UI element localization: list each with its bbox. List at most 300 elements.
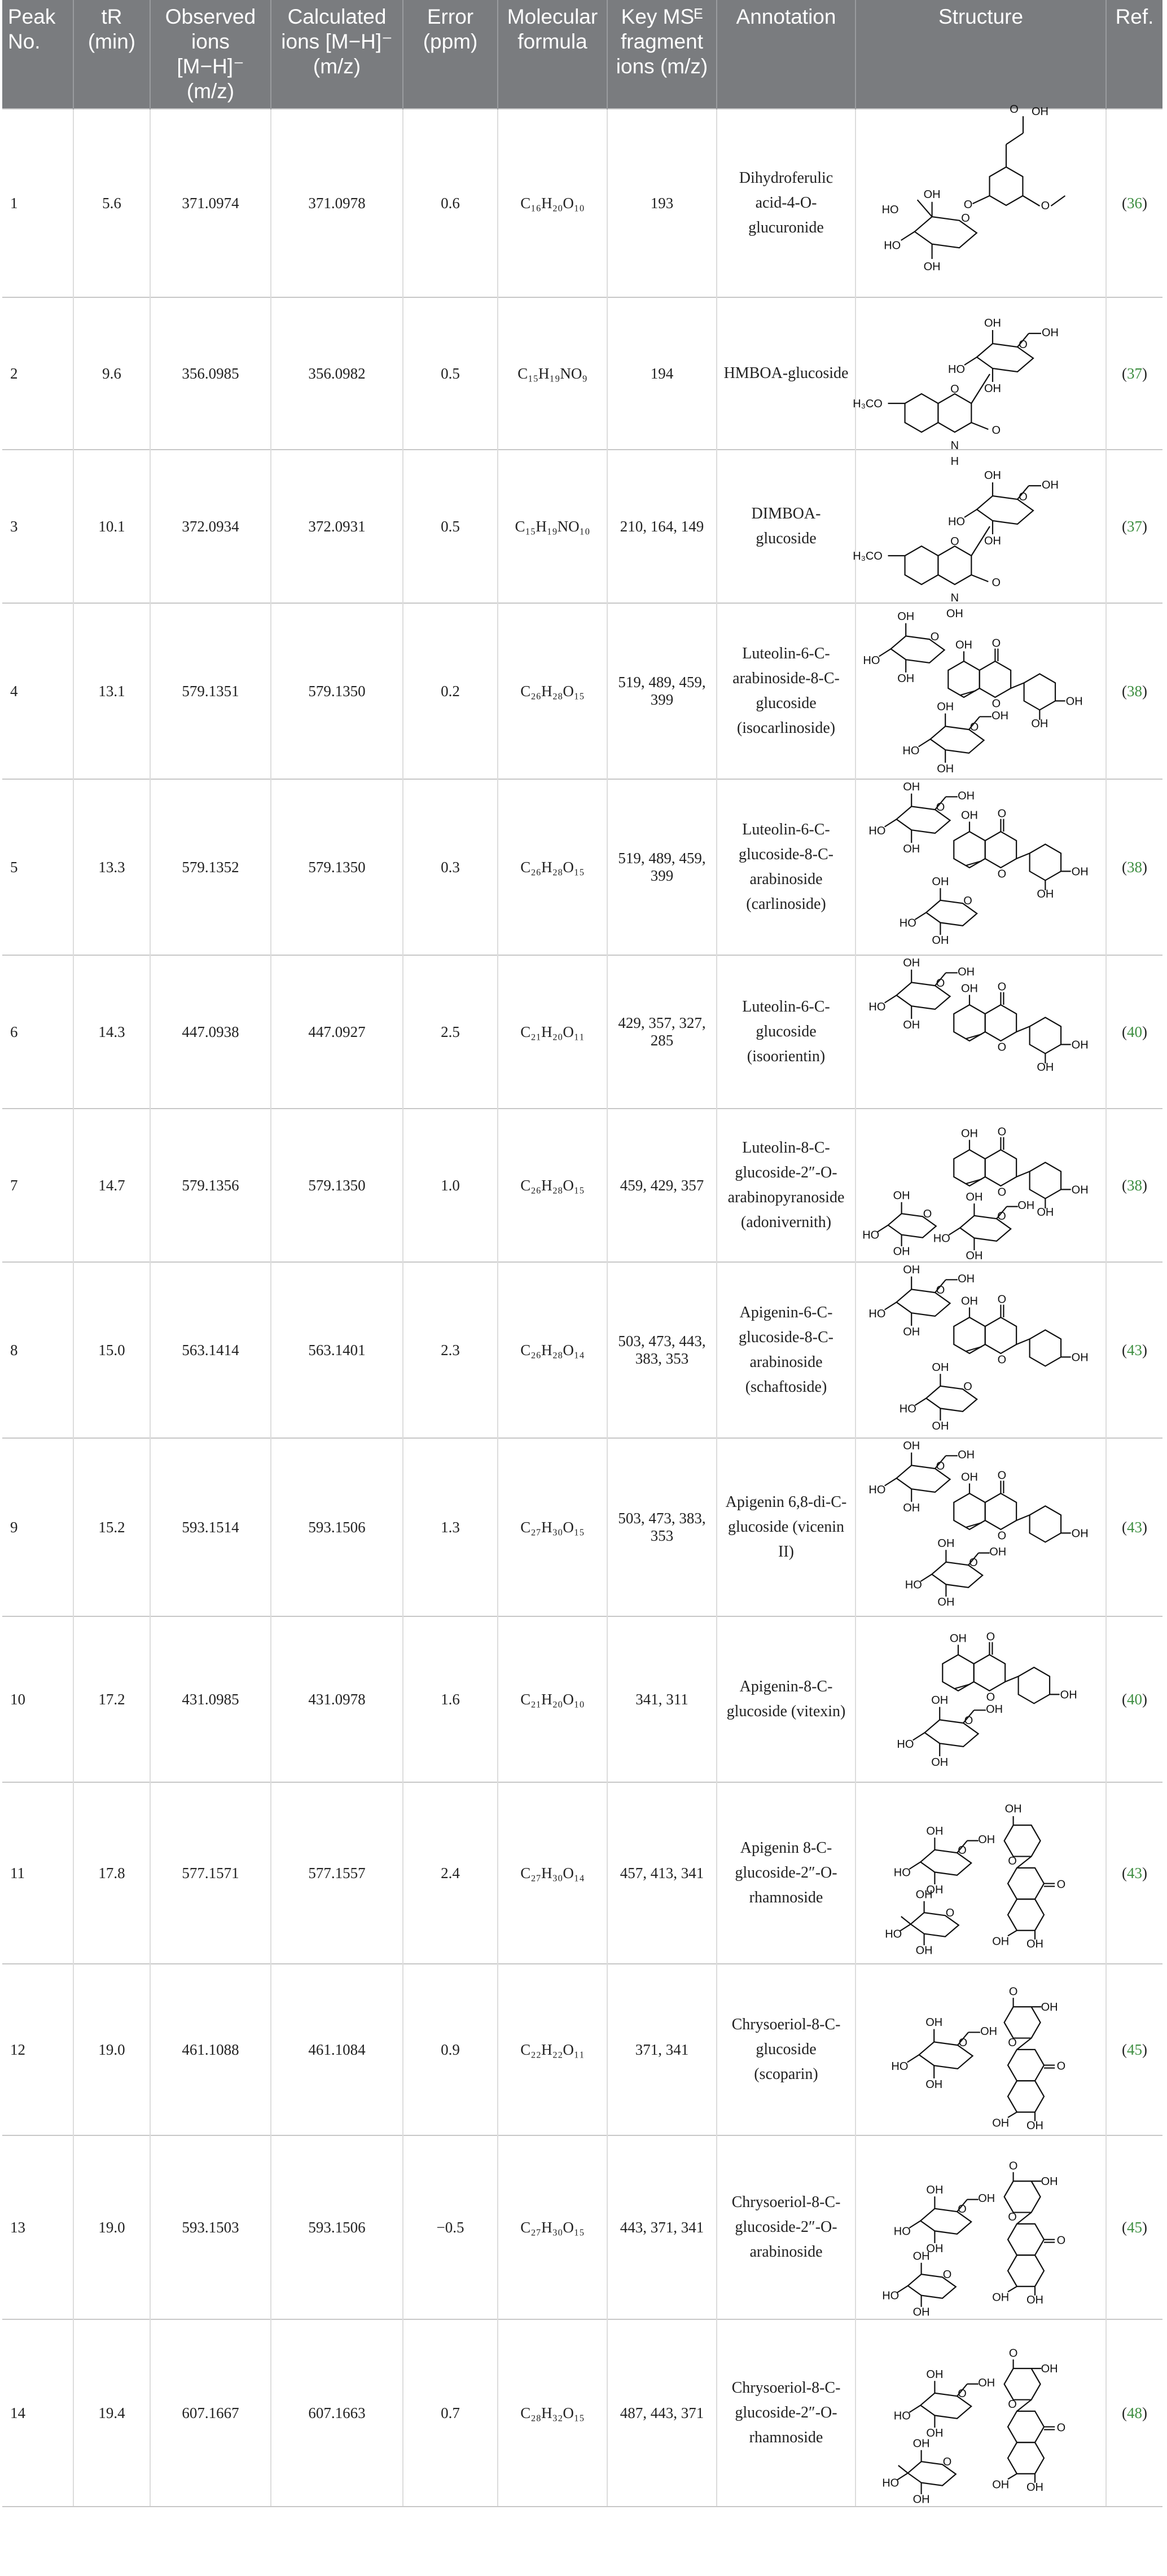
cell-error-ppm: 2.4 xyxy=(403,1782,498,1964)
cell-structure xyxy=(855,1262,1106,1438)
cell-fragments: 519, 489, 459, 399 xyxy=(607,779,717,955)
svg-text:O: O xyxy=(991,697,1001,710)
svg-text:OH: OH xyxy=(937,1596,955,1609)
svg-text:OH: OH xyxy=(1071,865,1089,878)
svg-text:OH: OH xyxy=(984,535,1001,547)
table-row xyxy=(2,779,1162,955)
cell-structure xyxy=(853,297,1106,468)
header-observed: Observed ions [M−H]⁻ (m/z) xyxy=(150,0,271,109)
svg-text:OH: OH xyxy=(992,2478,1010,2491)
svg-text:OH: OH xyxy=(961,809,978,822)
cell-observed-mz: 356.0985 xyxy=(150,297,271,450)
svg-text:O: O xyxy=(930,631,940,643)
cell-error-ppm: 0.9 xyxy=(403,1964,498,2135)
header-row xyxy=(2,0,1162,109)
svg-text:OH: OH xyxy=(955,639,972,652)
svg-text:OH: OH xyxy=(893,1189,910,1202)
svg-text:O: O xyxy=(997,807,1007,820)
table-row xyxy=(2,1782,1162,1964)
cell-observed-mz: 577.1571 xyxy=(150,1782,271,1964)
cell-structure xyxy=(855,955,1106,1109)
cell-peak: 1 xyxy=(2,109,73,297)
cell-error-ppm: 1.0 xyxy=(403,1109,498,1262)
svg-text:H₃CO: H₃CO xyxy=(853,550,883,562)
cell-formula: C₂₇H₃₀O₁₄ xyxy=(498,1782,607,1964)
svg-text:OH: OH xyxy=(1004,1803,1022,1815)
svg-text:OH: OH xyxy=(926,2183,944,2196)
reference-link[interactable]: 38 xyxy=(1127,1176,1142,1194)
svg-text:HO: HO xyxy=(881,204,899,217)
cell-peak: 11 xyxy=(2,1782,73,1964)
structure-drawing xyxy=(856,2322,1105,2504)
reference-link[interactable]: 37 xyxy=(1127,364,1142,382)
cell-fragments: 341, 311 xyxy=(607,1616,717,1782)
svg-text:OH: OH xyxy=(958,1272,975,1285)
cell-formula: C₂₂H₂₂O₁₁ xyxy=(498,1964,607,2135)
svg-text:OH: OH xyxy=(978,1833,995,1846)
svg-text:OH: OH xyxy=(992,2117,1010,2130)
svg-text:OH: OH xyxy=(1060,1689,1077,1702)
cell-peak: 3 xyxy=(2,450,73,603)
structure-drawing xyxy=(856,1785,1105,1961)
header-fragments: Key MSᴱ fragment ions (m/z) xyxy=(607,0,717,109)
svg-text:O: O xyxy=(942,2269,952,2281)
cell-annotation: Luteolin-6-C-glucoside (isoorientin) xyxy=(717,955,855,1109)
table-row xyxy=(2,2319,1162,2507)
molecule-structure-icon xyxy=(862,782,1099,952)
svg-text:O: O xyxy=(969,721,979,733)
cell-fragments: 371, 341 xyxy=(607,1964,717,2135)
cell-calculated-mz: 577.1557 xyxy=(271,1782,403,1964)
table-row xyxy=(2,603,1162,779)
cell-formula: C₁₆H₂₀O₁₀ xyxy=(498,109,607,297)
cell-peak: 10 xyxy=(2,1616,73,1782)
molecule-structure-icon xyxy=(853,452,1099,620)
svg-text:OH: OH xyxy=(978,2376,995,2389)
cell-observed-mz: 579.1356 xyxy=(150,1109,271,1262)
cell-structure xyxy=(855,1109,1106,1262)
svg-text:O: O xyxy=(997,868,1007,881)
svg-text:OH: OH xyxy=(925,2016,943,2029)
svg-text:OH: OH xyxy=(961,982,978,995)
cell-structure xyxy=(855,1964,1106,2135)
cell-structure xyxy=(855,1616,1106,1782)
svg-text:HO: HO xyxy=(882,2289,900,2302)
table-row xyxy=(2,1616,1162,1782)
cell-calculated-mz: 593.1506 xyxy=(271,1438,403,1616)
svg-text:O: O xyxy=(986,1691,995,1704)
svg-text:N: N xyxy=(950,439,959,452)
svg-text:O: O xyxy=(1056,1878,1066,1891)
cell-error-ppm: 0.5 xyxy=(403,450,498,603)
cell-annotation: Apigenin-6-C-glucoside-8-C-arabinoside (schaftoside) xyxy=(717,1262,855,1438)
cell-error-ppm: −0.5 xyxy=(403,2135,498,2319)
cell-fragments: 487, 443, 371 xyxy=(607,2319,717,2507)
header-annotation: Annotation xyxy=(717,0,855,109)
svg-text:O: O xyxy=(942,2456,952,2468)
cell-calculated-mz: 431.0978 xyxy=(271,1616,403,1782)
svg-text:HO: HO xyxy=(893,2410,911,2423)
svg-text:HO: HO xyxy=(863,654,880,667)
svg-text:OH: OH xyxy=(1026,2120,1043,2133)
svg-text:OH: OH xyxy=(926,2243,944,2256)
cell-structure xyxy=(855,2135,1106,2319)
svg-text:OH: OH xyxy=(931,1694,949,1707)
cell-observed-mz: 579.1351 xyxy=(150,603,271,779)
svg-text:O: O xyxy=(997,1210,1006,1223)
structure-drawing xyxy=(856,606,1105,776)
svg-text:O: O xyxy=(1008,2347,1018,2360)
cell-reference[interactable]: (38) xyxy=(1106,1109,1162,1262)
reference-link[interactable]: 45 xyxy=(1127,2041,1142,2058)
cell-observed-mz: 593.1503 xyxy=(150,2135,271,2319)
molecule-structure-icon xyxy=(862,1265,1099,1435)
svg-text:O: O xyxy=(950,383,959,395)
svg-text:O: O xyxy=(1056,2234,1066,2247)
svg-text:HO: HO xyxy=(899,917,916,930)
cell-formula: C₁₅H₁₉NO₁₀ xyxy=(498,450,607,603)
svg-text:N: N xyxy=(950,592,959,604)
cell-fragments: 503, 473, 443, 383, 353 xyxy=(607,1262,717,1438)
structure-drawing xyxy=(856,958,1105,1106)
cell-formula: C₁₅H₁₉NO₉ xyxy=(498,297,607,450)
svg-text:OH: OH xyxy=(926,1825,944,1838)
svg-text:OH: OH xyxy=(1037,1206,1054,1219)
cell-retention-time: 14.7 xyxy=(73,1109,150,1262)
svg-text:OH: OH xyxy=(1042,478,1059,491)
svg-text:O: O xyxy=(1008,2210,1017,2223)
svg-text:HO: HO xyxy=(891,2060,909,2073)
molecule-structure-icon xyxy=(862,958,1099,1106)
svg-text:HO: HO xyxy=(885,1928,902,1941)
svg-text:O: O xyxy=(945,1907,955,1919)
svg-text:HO: HO xyxy=(868,1483,886,1496)
svg-text:OH: OH xyxy=(989,1545,1007,1558)
cell-calculated-mz: 593.1506 xyxy=(271,2135,403,2319)
cell-observed-mz: 371.0974 xyxy=(150,109,271,297)
cell-peak: 5 xyxy=(2,779,73,955)
cell-reference[interactable]: (43) xyxy=(1106,1438,1162,1616)
structure-drawing xyxy=(856,103,1105,294)
cell-fragments: 519, 489, 459, 399 xyxy=(607,603,717,779)
header-formula: Molecular formula xyxy=(498,0,607,109)
cell-observed-mz: 563.1414 xyxy=(150,1262,271,1438)
svg-text:O: O xyxy=(936,1460,945,1472)
cell-calculated-mz: 371.0978 xyxy=(271,109,403,297)
svg-text:O: O xyxy=(997,1469,1007,1482)
svg-text:HO: HO xyxy=(948,516,965,528)
header-error: Error (ppm) xyxy=(403,0,498,109)
svg-text:O: O xyxy=(969,1557,978,1569)
svg-text:OH: OH xyxy=(1042,326,1059,339)
cell-peak: 7 xyxy=(2,1109,73,1262)
reference-link[interactable]: 40 xyxy=(1127,1023,1142,1040)
svg-text:O: O xyxy=(997,1529,1007,1542)
cell-structure xyxy=(855,779,1106,955)
cell-reference[interactable]: (37) xyxy=(1106,297,1162,450)
cell-peak: 9 xyxy=(2,1438,73,1616)
header-calculated: Calculated ions [M−H]⁻ (m/z) xyxy=(271,0,403,109)
svg-text:O: O xyxy=(997,1126,1007,1138)
svg-text:O: O xyxy=(963,895,972,907)
svg-text:OH: OH xyxy=(980,2025,998,2038)
svg-text:O: O xyxy=(997,1353,1007,1366)
header-structure: Structure xyxy=(855,0,1106,109)
svg-text:OH: OH xyxy=(961,1471,978,1484)
structure-drawing xyxy=(856,782,1105,952)
svg-text:OH: OH xyxy=(984,383,1001,395)
svg-text:OH: OH xyxy=(986,1703,1003,1716)
table-row xyxy=(2,109,1162,297)
svg-text:O: O xyxy=(1008,2398,1017,2411)
cell-calculated-mz: 579.1350 xyxy=(271,603,403,779)
cell-peak: 4 xyxy=(2,603,73,779)
structure-drawing xyxy=(856,1619,1105,1779)
cell-error-ppm: 0.5 xyxy=(403,297,498,450)
svg-text:OH: OH xyxy=(903,956,920,969)
cell-observed-mz: 579.1352 xyxy=(150,779,271,955)
svg-text:HO: HO xyxy=(897,1738,914,1751)
svg-text:OH: OH xyxy=(932,1420,949,1433)
cell-fragments: 210, 164, 149 xyxy=(607,450,717,603)
svg-text:OH: OH xyxy=(926,1884,944,1897)
molecule-structure-icon xyxy=(862,1441,1099,1614)
svg-text:OH: OH xyxy=(926,2427,944,2440)
svg-text:O: O xyxy=(963,199,973,211)
svg-text:O: O xyxy=(1041,200,1050,212)
cell-reference[interactable]: (48) xyxy=(1106,2319,1162,2507)
header-ref: Ref. xyxy=(1106,0,1162,109)
cell-formula: C₂₆H₂₈O₁₄ xyxy=(498,1262,607,1438)
cell-fragments: 429, 357, 327, 285 xyxy=(607,955,717,1109)
reference-link[interactable]: 43 xyxy=(1127,1518,1142,1536)
svg-text:HO: HO xyxy=(882,2477,900,2490)
cell-observed-mz: 431.0985 xyxy=(150,1616,271,1782)
cell-annotation: Luteolin-8-C-glucoside-2″-O-arabinopyranoside (adonivernith) xyxy=(717,1109,855,1262)
cell-observed-mz: 461.1088 xyxy=(150,1964,271,2135)
svg-text:O: O xyxy=(1010,103,1019,116)
cell-error-ppm: 1.6 xyxy=(403,1616,498,1782)
svg-text:O: O xyxy=(936,977,945,990)
cell-formula: C₂₇H₃₀O₁₅ xyxy=(498,2135,607,2319)
svg-text:OH: OH xyxy=(1071,1039,1089,1052)
reference-link[interactable]: 36 xyxy=(1127,194,1142,212)
svg-text:OH: OH xyxy=(903,1439,920,1452)
svg-text:O: O xyxy=(997,981,1007,994)
svg-text:OH: OH xyxy=(1031,717,1048,730)
svg-text:HO: HO xyxy=(899,1403,916,1416)
svg-text:OH: OH xyxy=(903,780,920,793)
cell-calculated-mz: 372.0931 xyxy=(271,450,403,603)
cell-structure xyxy=(855,1782,1106,1964)
cell-reference[interactable]: (40) xyxy=(1106,955,1162,1109)
cell-calculated-mz: 356.0982 xyxy=(271,297,403,450)
svg-text:OH: OH xyxy=(984,317,1001,329)
cell-calculated-mz: 461.1084 xyxy=(271,1964,403,2135)
svg-text:O: O xyxy=(958,2203,967,2215)
cell-observed-mz: 447.0938 xyxy=(150,955,271,1109)
table-row xyxy=(2,450,1162,603)
svg-text:OH: OH xyxy=(1026,1938,1043,1951)
reference-link[interactable]: 48 xyxy=(1127,2404,1142,2421)
svg-text:OH: OH xyxy=(992,2291,1010,2304)
svg-text:O: O xyxy=(1019,339,1028,351)
svg-text:O: O xyxy=(997,1186,1007,1199)
svg-text:OH: OH xyxy=(923,260,941,273)
svg-text:HO: HO xyxy=(893,1866,911,1879)
structure-drawing xyxy=(856,1265,1105,1435)
cell-reference[interactable]: (38) xyxy=(1106,779,1162,955)
reference-link[interactable]: 37 xyxy=(1127,517,1142,535)
svg-text:O: O xyxy=(991,637,1001,650)
svg-text:HO: HO xyxy=(868,1000,886,1013)
header-peak: Peak No. xyxy=(2,0,73,109)
svg-text:O: O xyxy=(923,1208,932,1220)
structure-drawing xyxy=(856,1111,1105,1263)
cell-structure xyxy=(855,1438,1106,1616)
cell-calculated-mz: 579.1350 xyxy=(271,779,403,955)
molecule-structure-icon xyxy=(862,2138,1099,2319)
cell-observed-mz: 593.1514 xyxy=(150,1438,271,1616)
molecule-structure-icon xyxy=(862,1111,1099,1263)
table-row xyxy=(2,1438,1162,1616)
cell-reference[interactable]: (37) xyxy=(1106,450,1162,603)
svg-text:OH: OH xyxy=(897,672,915,685)
svg-text:OH: OH xyxy=(912,2250,930,2263)
svg-text:O: O xyxy=(963,1381,972,1393)
cell-observed-mz: 372.0934 xyxy=(150,450,271,603)
cell-reference[interactable]: (40) xyxy=(1106,1616,1162,1782)
svg-text:O: O xyxy=(936,801,945,814)
cell-retention-time: 15.2 xyxy=(73,1438,150,1616)
reference-link[interactable]: 38 xyxy=(1127,682,1142,700)
cell-structure xyxy=(853,450,1106,620)
svg-text:OH: OH xyxy=(946,608,963,620)
cell-reference[interactable]: (36) xyxy=(1106,109,1162,297)
svg-text:O: O xyxy=(1008,2036,1017,2049)
cell-reference[interactable]: (45) xyxy=(1106,1964,1162,2135)
svg-text:O: O xyxy=(936,1284,945,1296)
svg-text:OH: OH xyxy=(1065,695,1083,708)
cell-retention-time: 17.2 xyxy=(73,1616,150,1782)
cell-peak: 6 xyxy=(2,955,73,1109)
svg-text:HO: HO xyxy=(948,363,965,376)
svg-text:OH: OH xyxy=(923,188,941,201)
svg-text:O: O xyxy=(1056,2060,1066,2073)
cell-retention-time: 13.1 xyxy=(73,603,150,779)
molecule-structure-icon xyxy=(862,2322,1099,2504)
reference-link[interactable]: 38 xyxy=(1127,858,1142,876)
cell-retention-time: 5.6 xyxy=(73,109,150,297)
molecule-structure-icon xyxy=(862,1967,1099,2133)
svg-text:OH: OH xyxy=(903,1326,920,1339)
svg-text:O: O xyxy=(1056,2421,1066,2434)
cell-reference[interactable]: (43) xyxy=(1106,1262,1162,1438)
cell-error-ppm: 2.5 xyxy=(403,955,498,1109)
svg-text:OH: OH xyxy=(1037,887,1054,900)
molecule-structure-icon xyxy=(862,103,1099,294)
cell-reference[interactable]: (45) xyxy=(1106,2135,1162,2319)
svg-text:OH: OH xyxy=(1041,2175,1058,2188)
reference-link[interactable]: 43 xyxy=(1127,1341,1142,1359)
svg-text:OH: OH xyxy=(958,965,975,978)
cell-structure xyxy=(855,2319,1106,2507)
svg-text:OH: OH xyxy=(978,2192,995,2205)
cell-retention-time: 9.6 xyxy=(73,297,150,450)
structure-drawing xyxy=(853,452,1105,620)
cell-formula: C₂₈H₃₂O₁₅ xyxy=(498,2319,607,2507)
molecule-structure-icon xyxy=(862,606,1099,776)
cell-error-ppm: 0.7 xyxy=(403,2319,498,2507)
svg-text:OH: OH xyxy=(958,1448,975,1461)
svg-text:O: O xyxy=(1019,491,1028,503)
svg-text:HO: HO xyxy=(868,824,886,837)
svg-text:O: O xyxy=(1008,1854,1017,1867)
svg-text:OH: OH xyxy=(966,1250,983,1263)
cell-formula: C₂₇H₃₀O₁₅ xyxy=(498,1438,607,1616)
svg-text:OH: OH xyxy=(903,1263,920,1276)
cell-formula: C₂₆H₂₈O₁₅ xyxy=(498,779,607,955)
svg-text:OH: OH xyxy=(1037,1061,1054,1074)
svg-text:O: O xyxy=(950,535,959,548)
svg-text:OH: OH xyxy=(937,1537,955,1550)
svg-text:OH: OH xyxy=(903,843,920,856)
svg-text:OH: OH xyxy=(1041,2001,1058,2014)
reference-link[interactable]: 40 xyxy=(1127,1690,1142,1708)
svg-text:OH: OH xyxy=(937,763,954,776)
svg-text:O: O xyxy=(991,577,1001,589)
reference-link[interactable]: 45 xyxy=(1127,2218,1142,2236)
cell-reference[interactable]: (43) xyxy=(1106,1782,1162,1964)
table-row xyxy=(2,297,1162,450)
cell-reference[interactable]: (38) xyxy=(1106,603,1162,779)
svg-text:H₃CO: H₃CO xyxy=(853,398,883,410)
svg-text:OH: OH xyxy=(1017,1199,1035,1212)
reference-link[interactable]: 43 xyxy=(1127,1864,1142,1882)
svg-text:OH: OH xyxy=(1026,2294,1043,2307)
molecule-structure-icon xyxy=(853,300,1099,468)
cell-retention-time: 19.0 xyxy=(73,2135,150,2319)
cell-formula: C₂₆H₂₈O₁₅ xyxy=(498,1109,607,1262)
svg-text:OH: OH xyxy=(958,789,975,802)
svg-text:OH: OH xyxy=(931,1756,949,1769)
table-row xyxy=(2,2135,1162,2319)
svg-text:OH: OH xyxy=(932,1361,949,1374)
svg-text:OH: OH xyxy=(984,469,1001,482)
svg-text:O: O xyxy=(1008,2160,1018,2173)
cell-structure xyxy=(855,103,1106,297)
cell-retention-time: 10.1 xyxy=(73,450,150,603)
cell-annotation: Apigenin-8-C-glucoside (vitexin) xyxy=(717,1616,855,1782)
cell-structure xyxy=(855,603,1106,779)
table-row xyxy=(2,1109,1162,1262)
svg-text:H: H xyxy=(950,455,959,468)
cell-annotation: Luteolin-6-C-arabinoside-8-C-glucoside (isocarlinoside) xyxy=(717,603,855,779)
cell-fragments: 193 xyxy=(607,109,717,297)
svg-text:O: O xyxy=(958,1844,967,1857)
svg-text:OH: OH xyxy=(893,1245,910,1258)
cell-error-ppm: 0.6 xyxy=(403,109,498,297)
cell-retention-time: 19.4 xyxy=(73,2319,150,2507)
svg-text:OH: OH xyxy=(937,700,954,713)
svg-text:OH: OH xyxy=(926,2368,944,2381)
cell-peak: 8 xyxy=(2,1262,73,1438)
svg-text:OH: OH xyxy=(961,1295,978,1308)
svg-text:O: O xyxy=(958,2388,967,2400)
cell-calculated-mz: 579.1350 xyxy=(271,1109,403,1262)
svg-text:OH: OH xyxy=(915,1888,933,1901)
cell-formula: C₂₁H₂₀O₁₀ xyxy=(498,1616,607,1782)
